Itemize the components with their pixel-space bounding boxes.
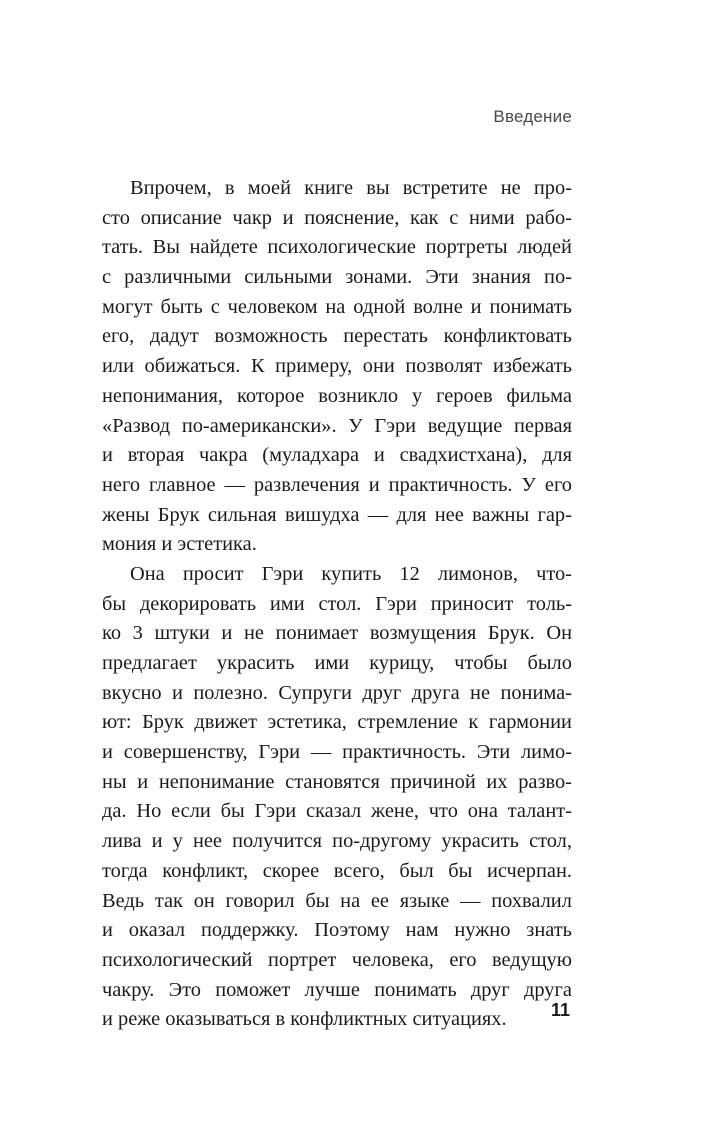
text-line: жены Брук сильная вишудха — для нее важны гар-	[102, 503, 572, 526]
text-line: бы декорировать ими стол. Гэри приносит толь-	[102, 592, 572, 615]
paragraph	[102, 560, 572, 1035]
page-number: 11	[550, 1000, 570, 1020]
text-line: и реже оказываться в конфликтных ситуациях.	[102, 1008, 507, 1031]
text-line: да. Но если бы Гэри сказал жене, что она талант-	[102, 800, 572, 823]
running-head: Введение	[493, 107, 572, 126]
text-line: «Развод по-американски». У Гэри ведущие первая	[102, 414, 572, 437]
text-line: с различными сильными зонами. Эти знания по-	[102, 266, 572, 289]
text-line: Она просит Гэри купить 12 лимонов, что-	[130, 562, 572, 585]
text-line: и вторая чакра (муладхара и свадхистхана), для	[102, 444, 572, 467]
text-line: предлагает украсить ими курицу, чтобы было	[102, 652, 572, 674]
text-line: лива и у нее получится по-другому украсить стол,	[102, 830, 572, 853]
text-line: мония и эстетика.	[102, 533, 257, 556]
text-line: ют: Брук движет эстетика, стремление к гармонии	[102, 711, 572, 734]
text-line: могут быть с человеком на одной волне и понимать	[102, 295, 572, 318]
text-line: ко 3 штуки и не понимает возмущения Брук. Он	[102, 622, 572, 645]
text-line: тать. Вы найдете психологические портреты людей	[102, 236, 572, 259]
text-line: и оказал поддержку. Поэтому нам нужно знать	[102, 919, 572, 942]
text-line: тогда конфликт, скорее всего, был бы исчерпан.	[102, 859, 572, 882]
text-line: непонимания, которое возникло у героев фильма	[102, 384, 572, 407]
text-line: и совершенству, Гэри — практичность. Эти лимо-	[102, 741, 572, 764]
text-line: чакру. Это поможет лучше понимать друг друга	[102, 978, 572, 1001]
text-line: ны и непонимание становятся причиной их разво-	[102, 770, 572, 793]
text-line: психологический портрет человека, его ведущую	[102, 948, 572, 971]
text-line: или обижаться. К примеру, они позволят избежать	[102, 355, 572, 378]
paragraph	[102, 174, 572, 560]
text-line: сто описание чакр и пояснение, как с ними рабо-	[102, 206, 572, 229]
body-text	[102, 174, 572, 1035]
text-line: Впрочем, в моей книге вы встретите не про-	[130, 177, 572, 199]
text-line: его, дадут возможность перестать конфликтовать	[102, 325, 572, 348]
text-line: Ведь так он говорил бы на ее языке — похвалил	[102, 889, 572, 912]
text-line: него главное — развлечения и практичность. У его	[102, 473, 572, 496]
text-line: вкусно и полезно. Супруги друг друга не понима-	[102, 681, 572, 704]
